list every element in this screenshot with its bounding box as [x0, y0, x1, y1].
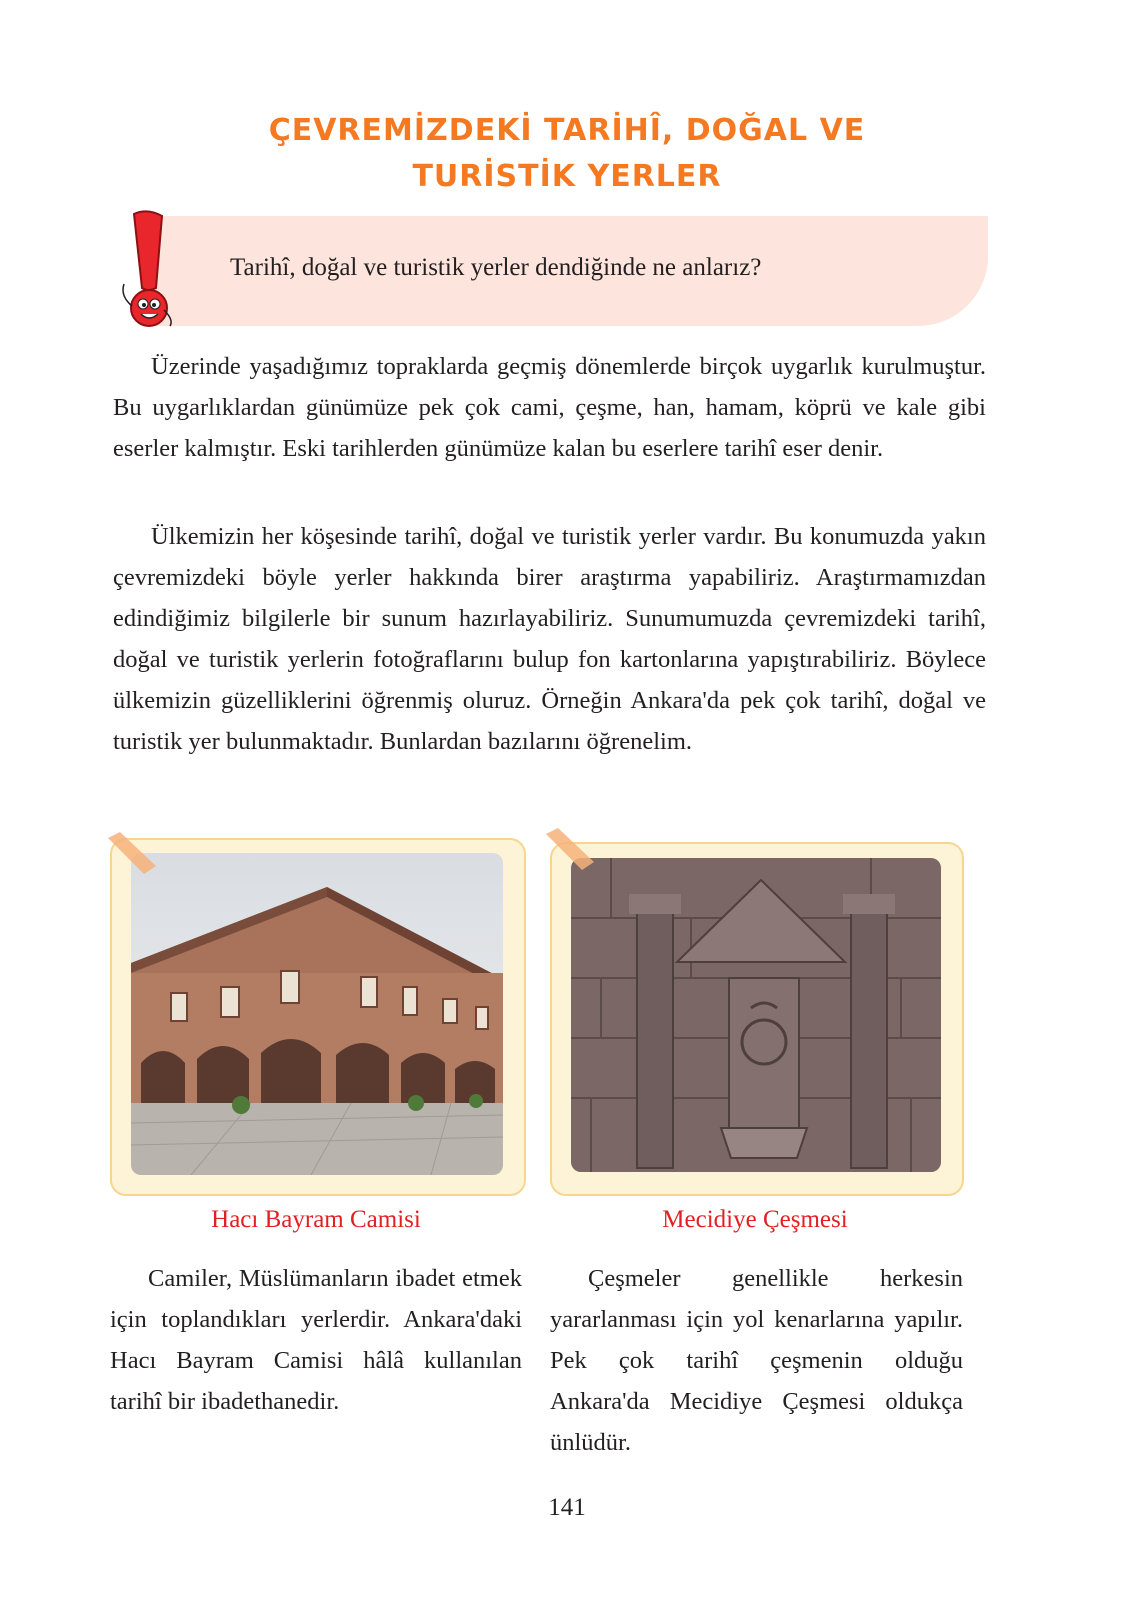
page-number: 141 — [548, 1494, 586, 1521]
question-text: Tarihî, doğal ve turistik yerler dendiğinde ne anlarız? — [230, 254, 762, 281]
text-mosque: Camiler, Müslümanların ibadet etmek için toplandıkları yerlerdir. Ankara'daki Hacı Bayram Camisi hâlâ kullanılan tarihî bir ibadethanedir. — [110, 1265, 522, 1415]
exclamation-mascot-icon — [112, 210, 182, 330]
caption-mosque: Hacı Bayram Camisi — [211, 1206, 421, 1233]
mosque-photo — [131, 853, 503, 1175]
tape-decoration-icon — [100, 830, 160, 880]
paragraph-1: Üzerinde yaşadığımız topraklarda geçmiş dönemlerde birçok uygarlık kurulmuştur. Bu uygarlıklardan günümüze pek çok cami, çeşme, han, hamam, köprü ve kale gibi eserler kalmıştır. Eski tarihlerden günümüze kalan bu eserlere tarihî eser denir. — [113, 353, 986, 462]
page-title-line-2: TURİSTİK YERLER — [412, 159, 722, 194]
text-fountain: Çeşmeler genellikle herkesin yararlanması için yol kenarlarına yapılır. Pek çok tarihî çeşmenin olduğu Ankara'da Mecidiye Çeşmesi oldukça ünlüdür. — [550, 1265, 963, 1456]
page-title-line-1: ÇEVREMİZDEKİ TARİHÎ, DOĞAL VE — [268, 113, 866, 148]
caption-fountain: Mecidiye Çeşmesi — [662, 1206, 848, 1233]
fountain-photo — [571, 858, 941, 1172]
paragraph-2: Ülkemizin her köşesinde tarihî, doğal ve turistik yerler vardır. Bu konumuzda yakın çevremizdeki böyle yerler hakkında birer araştırma yapabiliriz. Araştırmamızdan edindiğimiz bilgilerle bir sunum hazırlayabiliriz. Sunumumuzda çevremizdeki tarihî, doğal ve turistik yerlerin fotoğraflarını bulup fon kartonlarına yapıştırabiliriz. Böylece ülkemizin güzelliklerini öğrenmiş oluruz. Örneğin Ankara'da pek çok tarihî, doğal ve turistik yer bulunmaktadır. Bunlardan bazılarını öğrenelim. — [113, 523, 986, 755]
tape-decoration-icon — [538, 826, 598, 876]
page-title — [0, 108, 1134, 200]
